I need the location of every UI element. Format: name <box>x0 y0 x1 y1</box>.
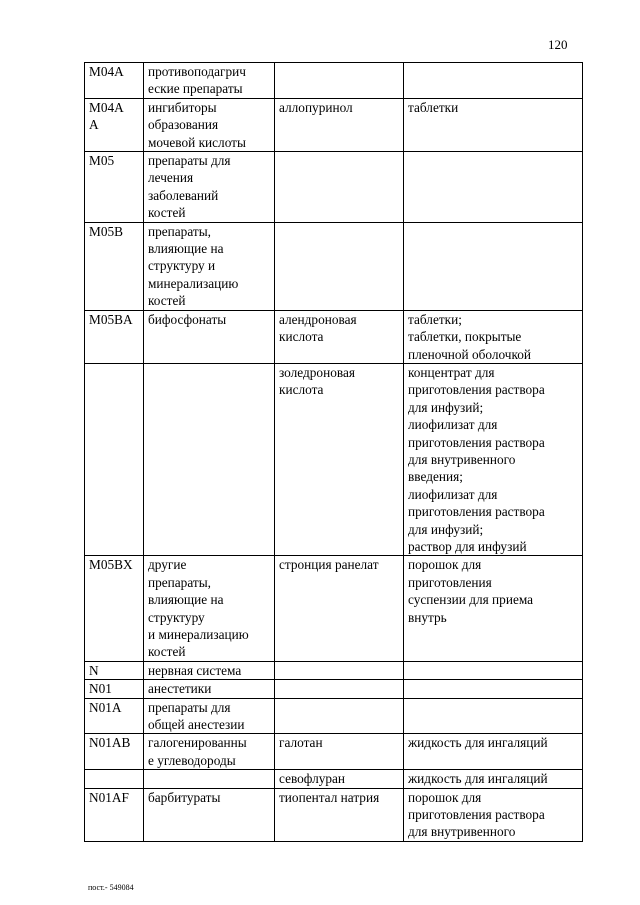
dosage-form-cell <box>404 556 583 661</box>
table-row <box>85 770 583 788</box>
drug-name-cell <box>275 770 404 788</box>
cell-text-line: A <box>89 117 99 133</box>
cell-text-line: ингибиторы <box>148 99 217 115</box>
cell-text-line: N <box>89 662 99 678</box>
cell-text-line: концентрат для <box>408 364 495 380</box>
cell-text-line: образования <box>148 117 219 133</box>
cell-text-line: мочевой кислоты <box>148 134 246 150</box>
atc-code-cell <box>85 310 144 363</box>
table-row <box>85 556 583 661</box>
cell-text-line: таблетки, покрытые <box>408 329 522 345</box>
cell-text-line: M05B <box>89 223 123 239</box>
cell-text-line: M05 <box>89 153 115 169</box>
cell-text-line: для инфузий; <box>408 399 484 415</box>
cell-text-line: препараты для <box>148 699 231 715</box>
table-row <box>85 363 583 555</box>
dosage-form-cell <box>404 63 583 99</box>
cell-text-line: структуру <box>148 609 205 625</box>
cell-text-line: костей <box>148 205 186 221</box>
dosage-form-cell <box>404 680 583 698</box>
cell-text-line: еские препараты <box>148 81 243 97</box>
table-row <box>85 310 583 363</box>
table-row <box>85 680 583 698</box>
anatomical-therapeutic-group-cell <box>144 698 275 734</box>
atc-code-cell <box>85 63 144 99</box>
cell-text-line: суспензии для приема <box>408 592 534 608</box>
cell-text-line: галогенированны <box>148 735 247 751</box>
atc-code-cell <box>85 222 144 310</box>
drug-name-cell <box>275 788 404 841</box>
atc-code-cell <box>85 661 144 679</box>
cell-text-line: N01 <box>89 681 112 697</box>
atc-code-cell <box>85 734 144 770</box>
cell-text-line: лиофилизат для <box>408 486 498 502</box>
cell-text-line: кислота <box>279 382 324 398</box>
atc-code-cell <box>85 698 144 734</box>
dosage-form-cell <box>404 661 583 679</box>
cell-text-line: заболеваний <box>148 187 219 203</box>
cell-text-line: приготовления <box>408 574 492 590</box>
atc-code-cell <box>85 98 144 151</box>
cell-text-line: приготовления раствора <box>408 382 545 398</box>
atc-code-cell <box>85 770 144 788</box>
cell-text-line: порошок для <box>408 789 482 805</box>
cell-text-line: кислота <box>279 329 324 345</box>
cell-text-line: таблетки; <box>408 311 462 327</box>
cell-text-line: и минерализацию <box>148 627 249 642</box>
drug-name-cell <box>275 556 404 661</box>
cell-text-line: внутрь <box>408 609 447 625</box>
anatomical-therapeutic-group-cell <box>144 152 275 223</box>
atc-code-cell <box>85 556 144 661</box>
anatomical-therapeutic-group-cell <box>144 734 275 770</box>
cell-text-line: введения; <box>408 469 463 485</box>
cell-text-line: золедроновая <box>279 364 355 380</box>
drug-name-cell <box>275 152 404 223</box>
cell-text-line: лечения <box>148 170 194 186</box>
cell-text-line: барбитураты <box>148 789 221 805</box>
cell-text-line: лиофилизат для <box>408 417 498 433</box>
table-row <box>85 63 583 99</box>
cell-text-line: тиопентал натрия <box>279 789 380 805</box>
cell-text-line: галотан <box>279 735 323 751</box>
table-row <box>85 152 583 223</box>
anatomical-therapeutic-group-cell <box>144 788 275 841</box>
cell-text-line: анестетики <box>148 681 212 697</box>
table-row <box>85 98 583 151</box>
cell-text-line: аллопуринол <box>279 99 353 115</box>
cell-text-line: таблетки <box>408 99 459 115</box>
cell-text-line: раствор для инфузий <box>408 538 527 554</box>
cell-text-line: приготовления раствора <box>408 807 545 823</box>
cell-text-line: приготовления раствора <box>408 434 545 450</box>
cell-text-line: другие <box>148 557 187 573</box>
cell-text-line: минерализацию <box>148 275 239 291</box>
cell-text-line: жидкость для ингаляций <box>408 735 548 751</box>
anatomical-therapeutic-group-cell <box>144 770 275 788</box>
table-row <box>85 734 583 770</box>
cell-text-line: стронция ранелат <box>279 557 379 573</box>
anatomical-therapeutic-group-cell <box>144 680 275 698</box>
cell-text-line: N01AB <box>89 735 131 751</box>
anatomical-therapeutic-group-cell <box>144 310 275 363</box>
cell-text-line: алендроновая <box>279 311 357 327</box>
cell-text-line: M04A <box>89 64 124 79</box>
dosage-form-cell <box>404 152 583 223</box>
drug-name-cell <box>275 98 404 151</box>
cell-text-line: севофлуран <box>279 771 346 787</box>
drug-name-cell <box>275 661 404 679</box>
drug-name-cell <box>275 363 404 555</box>
atc-code-cell <box>85 788 144 841</box>
dosage-form-cell <box>404 788 583 841</box>
drug-name-cell <box>275 310 404 363</box>
drug-classification-table <box>84 62 583 842</box>
cell-text-line: препараты, <box>148 574 211 590</box>
dosage-form-cell <box>404 734 583 770</box>
table-row <box>85 661 583 679</box>
table-row <box>85 698 583 734</box>
cell-text-line: влияющие на <box>148 592 224 608</box>
cell-text-line: бифосфонаты <box>148 311 227 327</box>
anatomical-therapeutic-group-cell <box>144 222 275 310</box>
anatomical-therapeutic-group-cell <box>144 63 275 99</box>
cell-text-line: влияющие на <box>148 241 224 257</box>
dosage-form-cell <box>404 770 583 788</box>
dosage-form-cell <box>404 222 583 310</box>
cell-text-line: M05BA <box>89 311 133 327</box>
dosage-form-cell <box>404 310 583 363</box>
atc-code-cell <box>85 363 144 555</box>
cell-text-line: N01A <box>89 699 122 715</box>
dosage-form-cell <box>404 363 583 555</box>
cell-text-line: для внутривенного <box>408 451 516 467</box>
table-row <box>85 788 583 841</box>
cell-text-line: для инфузий; <box>408 521 484 537</box>
anatomical-therapeutic-group-cell <box>144 363 275 555</box>
cell-text-line: е углеводороды <box>148 752 236 768</box>
anatomical-therapeutic-group-cell <box>144 556 275 661</box>
cell-text-line: костей <box>148 293 186 309</box>
drug-name-cell <box>275 680 404 698</box>
cell-text-line: для внутривенного <box>408 824 516 840</box>
atc-code-cell <box>85 680 144 698</box>
drug-name-cell <box>275 734 404 770</box>
cell-text-line: порошок для <box>408 557 482 573</box>
cell-text-line: M04A <box>89 99 124 115</box>
dosage-form-cell <box>404 698 583 734</box>
cell-text-line: препараты, <box>148 223 211 239</box>
cell-text-line: нервная система <box>148 662 242 678</box>
cell-text-line: M05BX <box>89 557 133 573</box>
drug-name-cell <box>275 63 404 99</box>
cell-text-line: приготовления раствора <box>408 504 545 520</box>
anatomical-therapeutic-group-cell <box>144 98 275 151</box>
atc-code-cell <box>85 152 144 223</box>
cell-text-line: N01AF <box>89 789 129 805</box>
drug-name-cell <box>275 222 404 310</box>
table-row <box>85 222 583 310</box>
cell-text-line: общей анестезии <box>148 717 245 733</box>
page-number: 120 <box>548 37 568 52</box>
cell-text-line: жидкость для ингаляций <box>408 771 548 787</box>
cell-text-line: костей <box>148 644 186 660</box>
cell-text-line: противоподагрич <box>148 64 246 79</box>
anatomical-therapeutic-group-cell <box>144 661 275 679</box>
drug-name-cell <box>275 698 404 734</box>
footer-document-code: пост.- 549084 <box>88 883 134 892</box>
cell-text-line: пленочной оболочкой <box>408 346 532 362</box>
table-body <box>85 63 583 842</box>
dosage-form-cell <box>404 98 583 151</box>
cell-text-line: препараты для <box>148 153 231 169</box>
cell-text-line: структуру и <box>148 258 216 274</box>
